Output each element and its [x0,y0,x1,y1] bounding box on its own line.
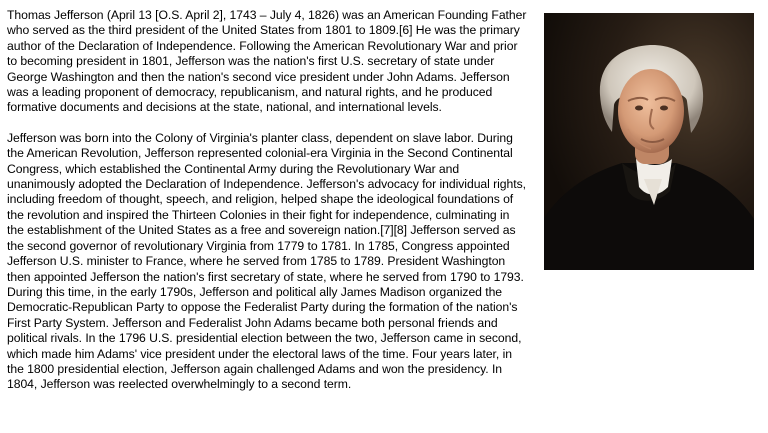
article-paragraph-intro: Thomas Jefferson (April 13 [O.S. April 2], 1743 – July 4, 1826) was an American Founding Father who served as the third president of the United States from 1801 to 1809.[6] He was the primary author of the Declaration of Independence. Following the American Revolutionary War and prior to becoming president in 1801, Jefferson was the nation's first U.S. secretary of state under George Washington and then the nation's second vice president under John Adams. Jefferson was a leading proponent of democracy, republicanism, and natural rights, and he produced formative documents and decisions at the state, national, and international levels. [7,8,527,115]
portrait-image [544,13,754,270]
portrait-drawing [544,13,754,270]
article-content [7,8,529,393]
article-paragraph-biography: Jefferson was born into the Colony of Virginia's planter class, dependent on slave labor. During the American Revolution, Jefferson represented colonial-era Virginia in the Second Continental Congress, which established the Continental Army during the Revolutionary War and unanimously adopted the Declaration of Independence. Jefferson's advocacy for individual rights, including freedom of thought, speech, and religion, helped shape the ideological foundations of the revolution and inspired the Thirteen Colonies in their fight for independence, culminating in the establishment of the United States as a free and sovereign nation.[7][8] Jefferson served as the second governor of revolutionary Virginia from 1779 to 1781. In 1785, Congress appointed Jefferson U.S. minister to France, where he served from 1785 to 1789. President Washington then appointed Jefferson the nation's first secretary of state, where he served from 1790 to 1793. During this time, in the early 1790s, Jefferson and political ally James Madison organized the Democratic-Republican Party to oppose the Federalist Party during the formation of the nation's First Party System. Jefferson and Federalist John Adams became both personal friends and political rivals. In the 1796 U.S. presidential election between the two, Jefferson came in second, which made him Adams' vice president under the electoral laws of the time. Four years later, in the 1800 presidential election, Jefferson again challenged Adams and won the presidency. In 1804, Jefferson was reelected overwhelmingly to a second term. [7,130,526,392]
